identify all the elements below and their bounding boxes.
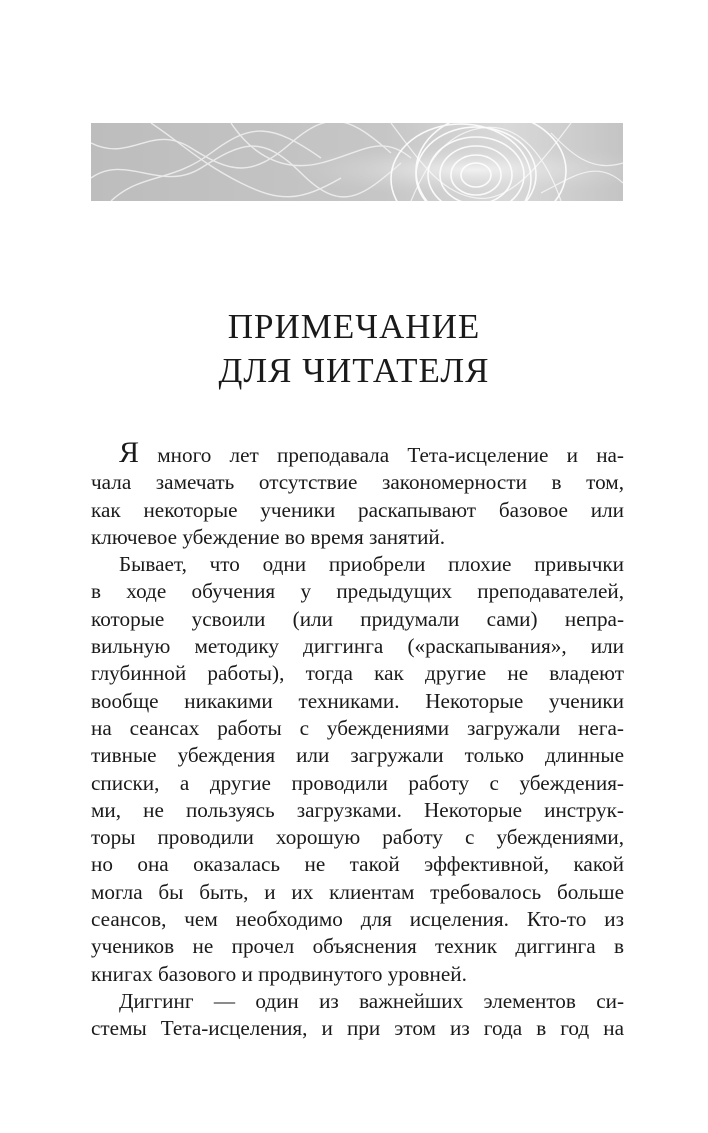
chapter-title-line-2: ДЛЯ ЧИТАТЕЛЯ — [218, 351, 490, 390]
text-line: на сеансах работы с убеждениями загружали нега- — [91, 715, 624, 740]
text-line: чала замечать отсутствие закономерности в том, — [91, 470, 624, 495]
light-pattern-image — [91, 123, 623, 201]
chapter-title — [0, 305, 708, 393]
text-line: сеансов, чем необходимо для исцеления. Кто-то из — [91, 907, 624, 932]
text-line: тивные убеждения или загружали только длинные — [91, 743, 624, 768]
text-line: Я много лет преподавала Тета-исцеление и на- — [119, 436, 624, 469]
text-line: как некоторые ученики раскапывают базовое или — [91, 497, 624, 522]
text-line: но она оказалась не такой эффективной, какой — [91, 852, 624, 877]
chapter-title-line-1: ПРИМЕЧАНИЕ — [227, 307, 481, 346]
text-line: списки, а другие проводили работу с убеждения- — [91, 770, 624, 795]
text-line: стемы Тета-исцеления, и при этом из года в год на — [91, 1016, 624, 1041]
paragraph-3 — [91, 988, 624, 1043]
text-line: торы проводили хорошую работу с убеждениями, — [91, 825, 624, 850]
text-line: Бывает, что одни приобрели плохие привычки — [119, 552, 624, 577]
text-line: книгах базового и продвинутого уровней. — [91, 961, 467, 986]
text-line: Диггинг — один из важнейших элементов си- — [119, 988, 624, 1013]
text-line: могла бы быть, и их клиентам требовалось больше — [91, 879, 624, 904]
text-line: ключевое убеждение во время занятий. — [91, 524, 446, 549]
text-line: ми, не пользуясь загрузками. Некоторые инструк- — [91, 797, 624, 822]
paragraph-1 — [91, 436, 624, 551]
text-line: учеников не прочел объяснения техник диггинга в — [91, 934, 624, 959]
paragraph-2 — [91, 551, 624, 988]
text-line: в ходе обучения у предыдущих преподавателей, — [91, 579, 624, 604]
text-line: вообще никакими техниками. Некоторые ученики — [91, 688, 624, 713]
initial-letter: Я — [119, 436, 140, 469]
text-line: глубинной работы), тогда как другие не владеют — [91, 661, 624, 686]
text-line: которые усвоили (или придумали сами) непра- — [91, 606, 624, 631]
decorative-banner — [91, 123, 623, 201]
text-line: вильную методику диггинга («раскапывания», или — [91, 634, 624, 659]
body-text — [91, 436, 624, 1043]
